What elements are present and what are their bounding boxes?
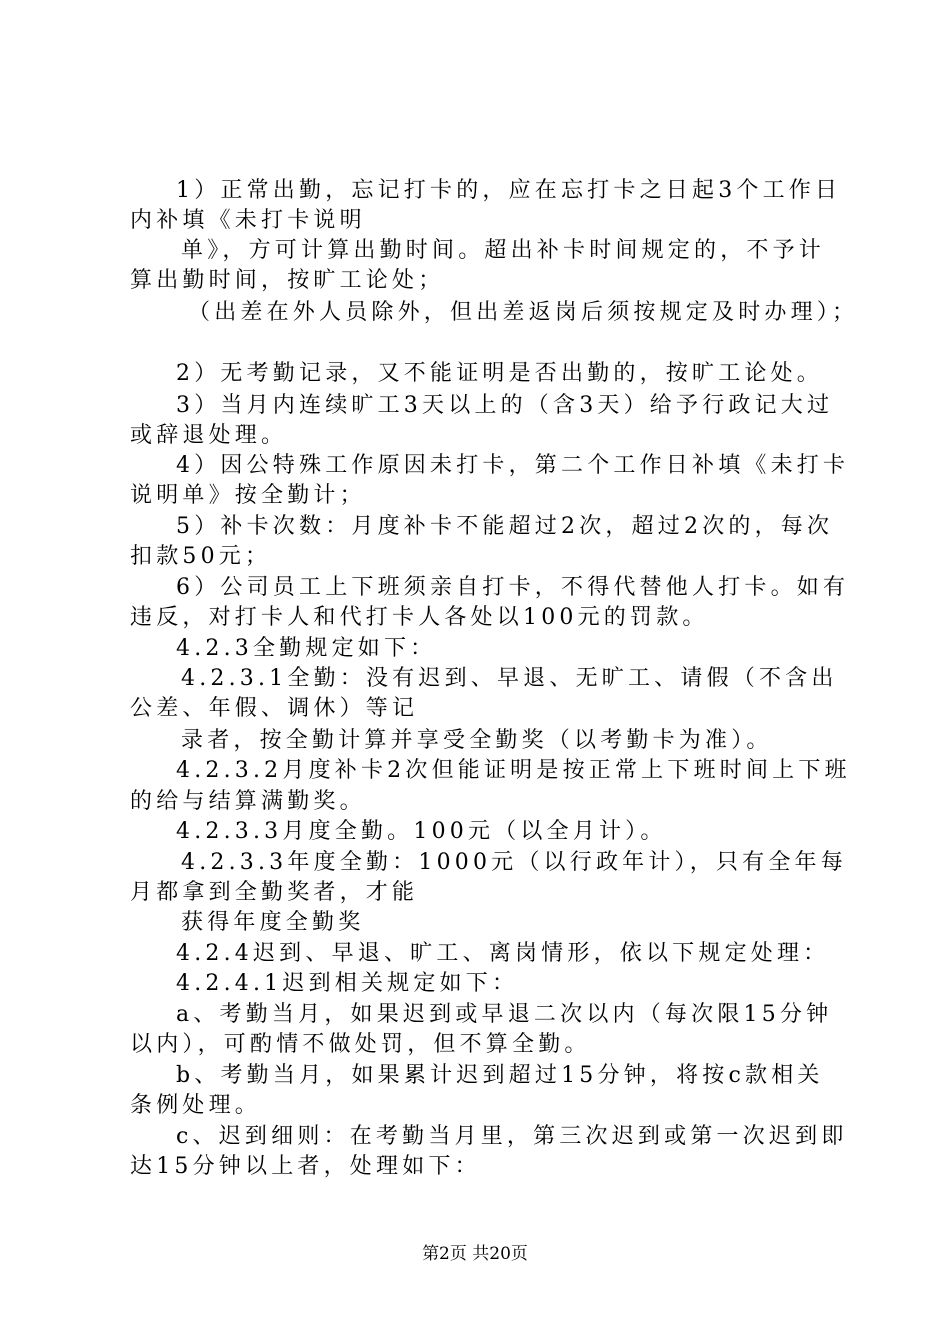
text-line: 扣款50元； <box>130 544 272 569</box>
text-line: 单》，方可计算出勤时间。超出补卡时间规定的，不予计 <box>181 238 826 263</box>
text-line: 内补填《未打卡说明 <box>130 208 366 233</box>
text-line: a、考勤当月，如果迟到或早退二次以内（每次限15分钟 <box>176 1002 833 1027</box>
text-line: 公差、年假、调休）等记 <box>130 696 419 721</box>
page-indicator: 第2页 共20页 <box>422 1244 528 1264</box>
text-line: 3）当月内连续旷工3天以上的（含3天）给予行政记大过 <box>176 393 834 418</box>
text-line: 4.2.3.3月度全勤。100元（以全月计）。 <box>176 819 667 844</box>
text-line: 4）因公特殊工作原因未打卡，第二个工作日补填《未打卡 <box>176 453 850 478</box>
text-line: 说明单》按全勤计； <box>130 483 366 508</box>
text-line: 以内），可酌情不做处罚，但不算全勤。 <box>130 1032 591 1057</box>
text-line: 条例处理。 <box>130 1093 262 1118</box>
text-line: 6）公司员工上下班须亲自打卡，不得代替他人打卡。如有 <box>176 575 850 600</box>
text-line: 月都拿到全勤奖者，才能 <box>130 880 419 905</box>
text-line: b、考勤当月，如果累计迟到超过15分钟，将按c款相关 <box>176 1063 824 1088</box>
text-line: 4.2.3.2月度补卡2次但能证明是按正常上下班时间上下班 <box>176 758 851 783</box>
text-line: 算出勤时间，按旷工论处； <box>130 268 445 293</box>
text-line: 的给与结算满勤奖。 <box>130 789 366 814</box>
text-line: 4.2.4迟到、早退、旷工、离岗情形，依以下规定处理： <box>176 941 830 966</box>
text-line: 达15分钟以上者，处理如下： <box>130 1154 481 1179</box>
text-line: （出差在外人员除外，但出差返岗后须按规定及时办理）； <box>188 300 859 325</box>
text-line: 获得年度全勤奖 <box>181 910 365 935</box>
text-line: 5）补卡次数：月度补卡不能超过2次，超过2次的，每次 <box>176 514 834 539</box>
text-line: 4.2.4.1迟到相关规定如下： <box>176 971 519 996</box>
text-line: 4.2.3全勤规定如下： <box>176 636 437 661</box>
text-line: 4.2.3.1全勤：没有迟到、早退、无旷工、请假（不含出 <box>181 666 838 691</box>
text-line: 或辞退处理。 <box>130 423 288 448</box>
text-line: 违反，对打卡人和代打卡人各处以100元的罚款。 <box>130 605 709 630</box>
text-line: 4.2.3.3年度全勤：1000元（以行政年计），只有全年每 <box>181 850 847 875</box>
text-line: c、迟到细则：在考勤当月里，第三次迟到或第一次迟到即 <box>176 1124 848 1149</box>
text-line: 1）正常出勤，忘记打卡的，应在忘打卡之日起3个工作日 <box>176 178 842 203</box>
text-line: 录者，按全勤计算并享受全勤奖（以考勤卡为准）。 <box>181 728 773 753</box>
text-line: 2）无考勤记录，又不能证明是否出勤的，按旷工论处。 <box>176 361 823 386</box>
